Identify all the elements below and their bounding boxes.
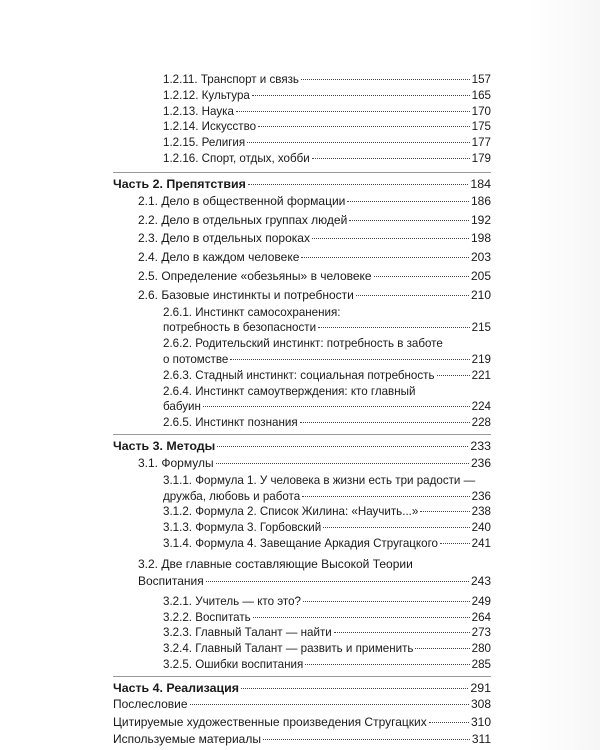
toc-entry[interactable] xyxy=(113,72,491,88)
toc-entry-label: 3.2.1. Учитель — кто это? xyxy=(163,594,301,608)
toc-entry[interactable] xyxy=(113,594,491,610)
toc-page-number: 215 xyxy=(471,321,491,335)
toc-page-number: 240 xyxy=(471,521,491,535)
toc-page-number: 170 xyxy=(471,104,491,118)
toc-entry[interactable] xyxy=(113,336,491,368)
leader-dots xyxy=(247,142,469,143)
leader-dots xyxy=(437,375,470,376)
toc-entry-label: 2.6.5. Инстинкт познания xyxy=(163,416,298,430)
toc-page-number: 203 xyxy=(470,250,491,265)
toc-entry-label: 2.6.3. Стадный инстинкт: социальная потребность xyxy=(163,368,435,382)
toc-entry-label-line1: 2.6.4. Инстинкт самоутверждения: кто главный xyxy=(163,384,416,398)
toc-page-number: 184 xyxy=(470,176,491,191)
toc-entry-label: Воспитания xyxy=(138,573,204,588)
toc-entry[interactable] xyxy=(113,696,491,714)
toc-entry[interactable] xyxy=(113,151,491,167)
toc-page-number: 264 xyxy=(471,610,491,624)
toc-page-number: 198 xyxy=(470,231,491,246)
leader-dots xyxy=(300,422,470,423)
toc-entry-label: дружба, любовь и работа xyxy=(163,489,301,503)
leader-dots xyxy=(374,276,469,277)
toc-entry-label: 2.2. Дело в отдельных группах людей xyxy=(138,212,348,227)
leader-dots xyxy=(420,511,469,512)
leader-dots xyxy=(415,648,469,649)
toc-entry[interactable] xyxy=(113,119,491,135)
toc-entry-label: потребность в безопасности xyxy=(163,321,317,335)
leader-dots xyxy=(217,446,468,447)
toc-entry[interactable] xyxy=(113,536,491,552)
toc-entry[interactable] xyxy=(113,625,491,641)
toc-entry[interactable] xyxy=(113,610,491,626)
toc-page-number: 179 xyxy=(471,151,491,165)
toc-page-number: 192 xyxy=(470,212,491,227)
toc-entry[interactable] xyxy=(113,211,491,230)
toc-entry[interactable] xyxy=(113,248,491,267)
leader-dots xyxy=(301,79,470,80)
table-of-contents xyxy=(113,72,491,749)
toc-entry-label: бабуин xyxy=(163,400,201,414)
toc-entry-label: 2.3. Дело в отдельных пороках xyxy=(138,231,310,246)
toc-entry[interactable] xyxy=(113,368,491,384)
toc-page-number: 177 xyxy=(471,136,491,150)
toc-entry-label: 2.6. Базовые инстинкты и потребности xyxy=(138,287,354,302)
toc-entry-label: 1.2.12. Культура xyxy=(163,88,250,102)
leader-dots xyxy=(356,295,469,296)
toc-page-number: 236 xyxy=(471,489,491,503)
leader-dots xyxy=(318,327,470,328)
toc-entry[interactable] xyxy=(113,473,491,505)
toc-page-number: 243 xyxy=(470,573,491,588)
toc-part-heading[interactable] xyxy=(113,676,491,696)
toc-page-number: 311 xyxy=(471,732,491,747)
toc-entry-label: 3.2.3. Главный Талант — найти xyxy=(163,626,332,640)
toc-entry[interactable] xyxy=(113,731,491,749)
toc-page-number: 186 xyxy=(470,193,491,208)
toc-page-number: 205 xyxy=(470,268,491,283)
toc-entry-label: 3.2.5. Ошибки воспитания xyxy=(163,657,304,671)
toc-entry-label: 3.1.4. Формула 4. Завещание Аркадия Стругацкого xyxy=(163,536,438,550)
toc-entry-label-line1: 3.1.1. Формула 1. У человека в жизни есть три радости — xyxy=(163,473,476,487)
leader-dots xyxy=(263,739,470,740)
toc-page-number: 249 xyxy=(471,594,491,608)
toc-page-number: 175 xyxy=(471,120,491,134)
toc-page-number: 210 xyxy=(470,287,491,302)
toc-entry[interactable] xyxy=(113,88,491,104)
part-title: Часть 3. Методы xyxy=(113,438,216,453)
toc-page-number: 233 xyxy=(470,438,491,453)
leader-dots xyxy=(301,257,469,258)
toc-entry[interactable] xyxy=(113,714,491,732)
toc-entry[interactable] xyxy=(113,384,491,416)
part-title: Часть 4. Реализация xyxy=(113,680,239,695)
toc-page-number: 310 xyxy=(470,714,491,729)
toc-entry-label: 2.1. Дело в общественной формации xyxy=(138,193,346,208)
leader-dots xyxy=(241,688,468,689)
leader-dots xyxy=(302,496,469,497)
toc-entry[interactable] xyxy=(113,657,491,673)
toc-entry-label: о потомстве xyxy=(163,352,229,366)
toc-entry[interactable] xyxy=(113,229,491,248)
leader-dots xyxy=(429,722,469,723)
toc-entry[interactable] xyxy=(113,135,491,151)
leader-dots xyxy=(347,201,469,202)
toc-entry-label: 2.4. Дело в каждом человеке xyxy=(138,250,300,265)
part-title: Часть 2. Препятствия xyxy=(113,176,246,191)
leader-dots xyxy=(323,527,469,528)
toc-entry-label: Цитируемые художественные произведения Стругацких xyxy=(113,714,427,729)
leader-dots xyxy=(203,406,470,407)
toc-part-heading[interactable] xyxy=(113,172,491,192)
toc-entry-label: 3.1.2. Формула 2. Список Жилина: «Научить...» xyxy=(163,505,419,519)
toc-entry-label: Послесловие xyxy=(113,696,188,711)
leader-dots xyxy=(305,664,469,665)
toc-page-number: 280 xyxy=(471,642,491,656)
toc-part-heading[interactable] xyxy=(113,434,491,454)
leader-dots xyxy=(258,126,470,127)
toc-page-number: 219 xyxy=(471,352,491,366)
toc-page-number: 238 xyxy=(471,505,491,519)
toc-page-number: 241 xyxy=(471,536,491,550)
toc-entry-label-line1: 3.2. Две главные составляющие Высокой Теории xyxy=(138,556,413,571)
toc-entry-label: 1.2.13. Наука xyxy=(163,104,234,118)
toc-entry[interactable] xyxy=(113,520,491,536)
toc-entry[interactable] xyxy=(113,556,491,590)
toc-page-number: 165 xyxy=(471,88,491,102)
leader-dots xyxy=(440,543,470,544)
leader-dots xyxy=(230,359,469,360)
toc-entry-label-line1: 2.6.1. Инстинкт самосохранения: xyxy=(163,305,341,319)
toc-entry[interactable] xyxy=(113,104,491,120)
leader-dots xyxy=(216,463,469,464)
leader-dots xyxy=(190,704,469,705)
leader-dots xyxy=(236,111,470,112)
toc-entry-label: 1.2.11. Транспорт и связь xyxy=(163,73,299,86)
leader-dots xyxy=(303,601,470,602)
toc-entry[interactable] xyxy=(113,454,491,473)
leader-dots xyxy=(248,184,469,185)
toc-entry[interactable] xyxy=(113,286,491,305)
leader-dots xyxy=(206,581,469,582)
leader-dots xyxy=(252,95,470,96)
toc-entry-label: 1.2.15. Религия xyxy=(163,136,246,150)
toc-entry[interactable] xyxy=(113,267,491,286)
toc-entry-label-line1: 2.6.2. Родительский инстинкт: потребность в заботе xyxy=(163,337,443,351)
toc-entry[interactable] xyxy=(113,415,491,431)
toc-page-number: 285 xyxy=(471,657,491,671)
toc-entry[interactable] xyxy=(113,305,491,337)
toc-entry[interactable] xyxy=(113,192,491,211)
leader-dots xyxy=(312,158,470,159)
leader-dots xyxy=(334,632,470,633)
toc-page-number: 273 xyxy=(471,626,491,640)
toc-page-number: 236 xyxy=(470,455,491,470)
toc-page-number: 224 xyxy=(471,400,491,414)
toc-entry-label: 1.2.14. Искусство xyxy=(163,120,257,134)
toc-entry-label: 3.2.4. Главный Талант — развить и применить xyxy=(163,642,414,656)
toc-page-number: 221 xyxy=(471,368,491,382)
toc-entry[interactable] xyxy=(113,641,491,657)
toc-entry-label: 1.2.16. Спорт, отдых, хобби xyxy=(163,151,310,165)
toc-page-number: 308 xyxy=(470,696,491,711)
toc-entry-label: 3.1. Формулы xyxy=(138,455,214,470)
toc-entry[interactable] xyxy=(113,504,491,520)
toc-entry-label: 2.5. Определение «обезьяны» в человеке xyxy=(138,268,372,283)
toc-page-number: 228 xyxy=(471,416,491,430)
toc-page-number: 291 xyxy=(470,680,491,695)
leader-dots xyxy=(312,238,469,239)
toc-entry-label: 3.2.2. Воспитать xyxy=(163,610,251,624)
toc-entry-label: Используемые материалы xyxy=(113,732,261,747)
toc-page-number: 157 xyxy=(471,73,491,86)
toc-entry-label: 3.1.3. Формула 3. Горбовский xyxy=(163,521,322,535)
leader-dots xyxy=(253,617,470,618)
leader-dots xyxy=(349,220,469,221)
